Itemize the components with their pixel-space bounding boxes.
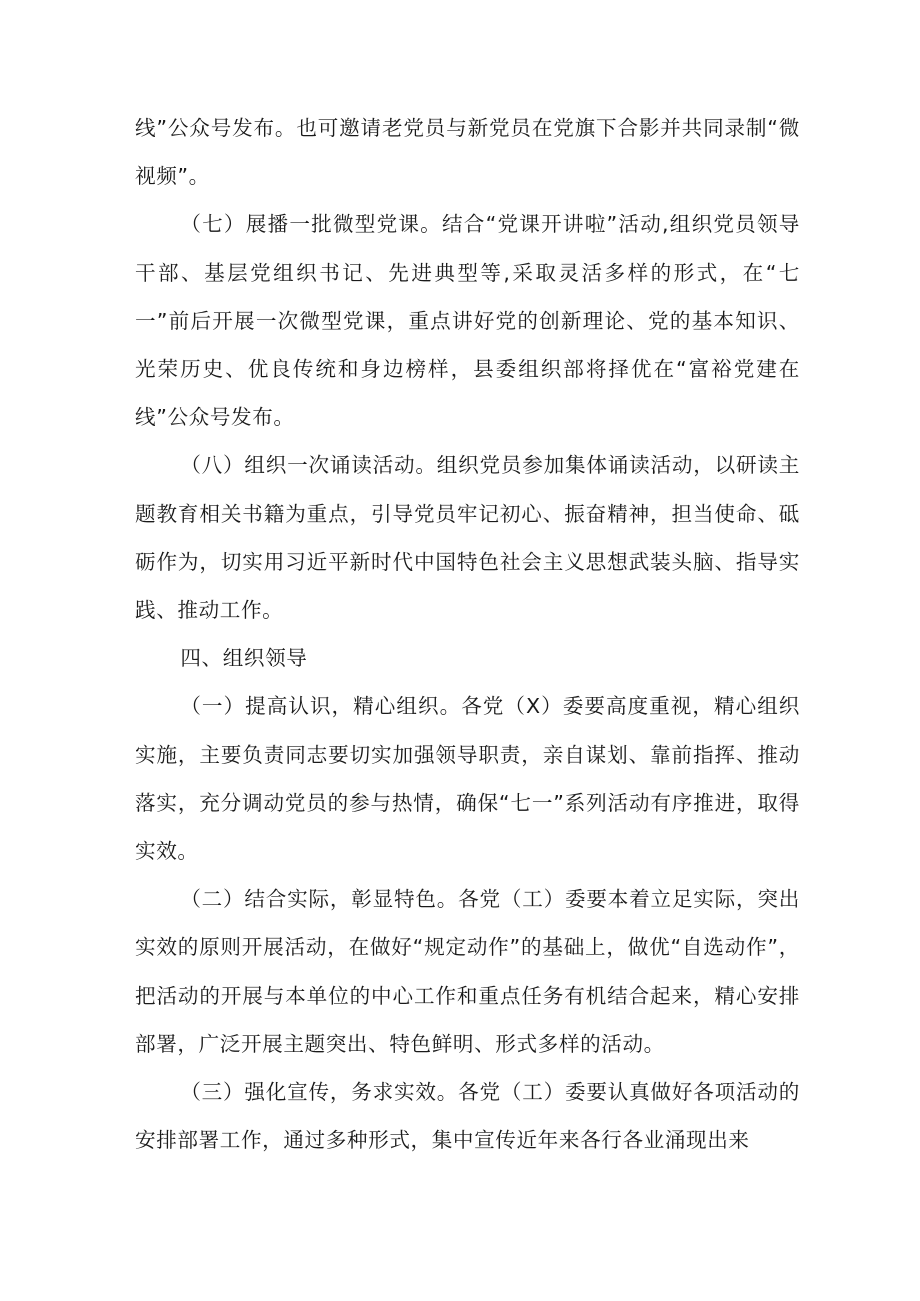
paragraph-item-three: （三）强化宣传，务求实效。各党（工）委要认真做好各项活动的安排部署工作，通过多种形式，集中宣传近年来各行各业涌现出来 bbox=[135, 1080, 800, 1153]
section-heading-organization-leadership: 四、组织领导 bbox=[180, 646, 308, 671]
paragraph-item-two: （二）结合实际，彰显特色。各党（工）委要本着立足实际，突出实效的原则开展活动，在做好“规定动作”的基础上，做优“自选动作”，把活动的开展与本单位的中心工作和重点任务有机结合起来，精心安排部署，广泛开展主题突出、特色鲜明、形式多样的活动。 bbox=[135, 887, 800, 1056]
paragraph-item-eight: （八）组织一次诵读活动。组织党员参加集体诵读活动，以研读主题教育相关书籍为重点，引导党员牢记初心、振奋精神，担当使命、砥砺作为，切实用习近平新时代中国特色社会主义思想武装头脑、指导实践、推动工作。 bbox=[135, 453, 800, 623]
paragraph-continued: 线”公众号发布。也可邀请老党员与新党员在党旗下合影并共同录制“微视频”。 bbox=[135, 116, 800, 189]
paragraph-item-one: （一）提高认识，精心组织。各党（X）委要高度重视，精心组织实施，主要负责同志要切实加强领导职责，亲自谋划、靠前指挥、推动落实，充分调动党员的参与热情，确保“七一”系列活动有序推进，取得实效。 bbox=[135, 694, 800, 864]
document-body bbox=[135, 104, 800, 1164]
paragraph-item-seven: （七）展播一批微型党课。结合“党课开讲啦”活动,组织党员领导干部、基层党组织书记、先进典型等,采取灵活多样的形式，在“七一”前后开展一次微型党课，重点讲好党的创新理论、党的基本知识、光荣历史、优良传统和身边榜样，县委组织部将择优在“富裕党建在线”公众号发布。 bbox=[135, 212, 800, 430]
